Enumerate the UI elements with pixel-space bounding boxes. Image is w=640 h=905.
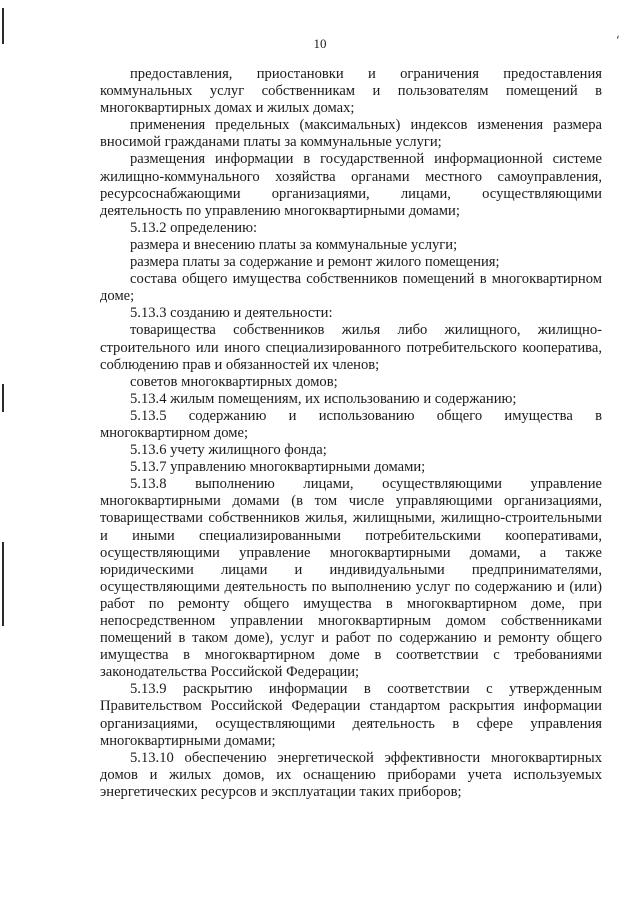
paragraph-price-indices: применения предельных (максимальных) индексов изменения размера вносимой гражданами платы за коммунальные услуги;: [100, 117, 602, 151]
paragraph-gis-housing: размещения информации в государственной информационной системе жилищно-коммунального хозяйства органами местного самоуправления, ресурсоснабжающими организациями, лицами, осуществляющими деятельность по управлению многоквартирными домами;: [100, 151, 602, 219]
paragraph-provision-suspension: предоставления, приостановки и ограничения предоставления коммунальных услуг собственникам и пользователям помещений в многоквартирных домах и жилых домах;: [100, 66, 602, 117]
paragraph-common-property: состава общего имущества собственников помещений в многоквартирном доме;: [100, 271, 602, 305]
scan-artifact-left-middle: [2, 384, 4, 412]
paragraph-5-13-5: 5.13.5 содержанию и использованию общего имущества в многоквартирном доме;: [100, 407, 602, 441]
paragraph-5-13-2-heading: 5.13.2 определению:: [130, 219, 258, 236]
paragraph-hoa-cooperatives: товарищества собственников жилья либо жилищного, жилищно-строительного или иного специализированного потребительского кооператива, соблюдению прав и обязанностей их членов;: [100, 322, 602, 373]
paragraph-5-13-10: 5.13.10 обеспечению энергетической эффективности многоквартирных домов и жилых домов, их оснащению приборами учета используемых энергетических ресурсов и эксплуатации таких приборов;: [100, 749, 602, 800]
paragraph-5-13-7: 5.13.7 управлению многоквартирными домами;: [130, 459, 426, 476]
document-body: [100, 66, 602, 801]
paragraph-councils: советов многоквартирных домов;: [130, 373, 338, 390]
scan-artifact-left-lower: [2, 542, 4, 626]
paragraph-5-13-8: 5.13.8 выполнению лицами, осуществляющими управление многоквартирными домами (в том числе управляющими организациями, товариществами собственников жилья, жилищными, жилищно-строительными и иными специализированными потребительскими кооперативами, осуществляющими управление многоквартирными домами, а также юридическими лицами и индивидуальными предпринимателями, осуществляющими деятельность по выполнению услуг по содержанию и (или) работ по ремонту общего имущества в многоквартирном доме, при непосредственном управлении многоквартирным домом собственниками помещений в таком доме), услуг и работ по содержанию и ремонту общего имущества в многоквартирном доме в соответствии с требованиями законодательства Российской Федерации;: [100, 476, 602, 681]
paragraph-5-13-4: 5.13.4 жилым помещениям, их использованию и содержанию;: [130, 390, 517, 407]
scan-artifact-left-top: [2, 8, 4, 44]
paragraph-5-13-3-heading: 5.13.3 созданию и деятельности:: [130, 305, 333, 322]
paragraph-5-13-6: 5.13.6 учету жилищного фонда;: [130, 442, 327, 459]
paragraph-5-13-9: 5.13.9 раскрытию информации в соответствии с утвержденным Правительством Российской Федерации стандартом раскрытия информации организациями, осуществляющими деятельность в сфере управления многоквартирными домами;: [100, 681, 602, 749]
scan-artifact-right-corner: ⸲: [616, 26, 620, 40]
paragraph-utility-payment: размера и внесению платы за коммунальные услуги;: [130, 236, 458, 253]
page-number: 10: [313, 36, 327, 51]
paragraph-maintenance-fee: размера платы за содержание и ремонт жилого помещения;: [130, 254, 500, 271]
